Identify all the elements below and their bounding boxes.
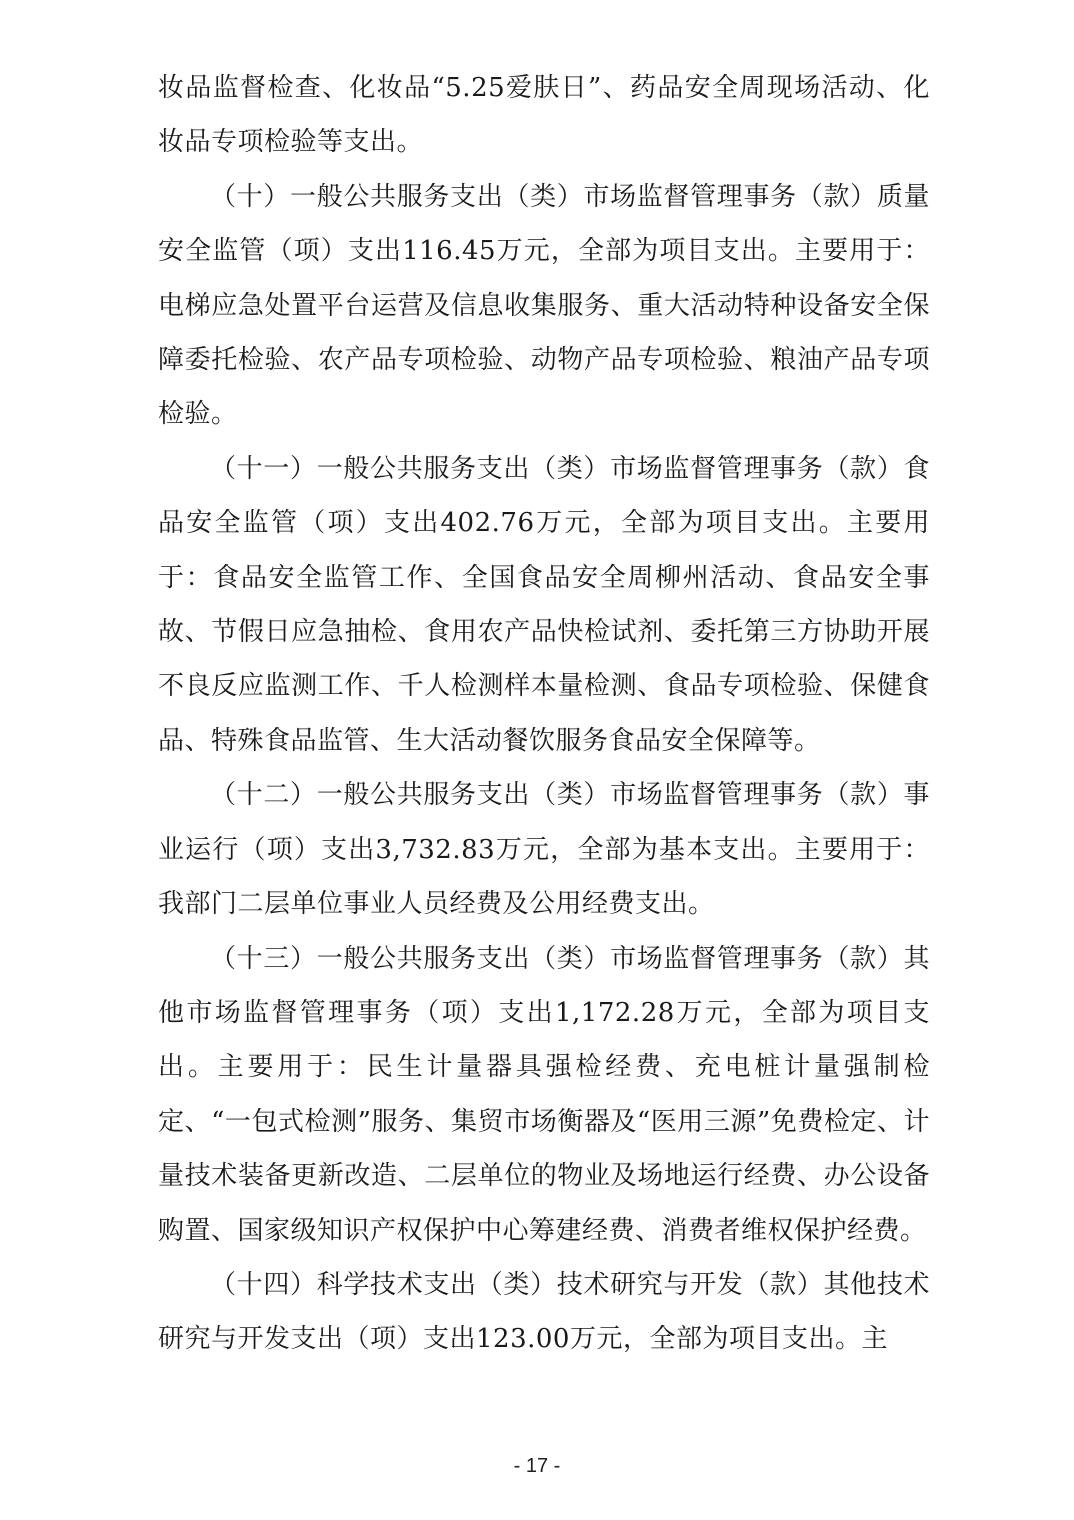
paragraph-item-11: （十一）一般公共服务支出（类）市场监督管理事务（款）食品安全监管（项）支出402.76万元，全部为项目支出。主要用于：食品安全监管工作、全国食品安全周柳州活动、食品安全事故、节假日应急抽检、食用农产品快检试剂、委托第三方协助开展不良反应监测工作、千人检测样本量检测、食品专项检验、保健食品、特殊食品监管、生大活动餐饮服务食品安全保障等。	[158, 453, 930, 756]
paragraph-item-10: （十）一般公共服务支出（类）市场监督管理事务（款）质量安全监管（项）支出116.45万元，全部为项目支出。主要用于：电梯应急处置平台运营及信息收集服务、重大活动特种设备安全保障委托检验、农产品专项检验、动物产品专项检验、粮油产品专项检验。	[158, 181, 930, 430]
page-number: - 17 -	[513, 1455, 561, 1477]
paragraph-continuation: 妆品监督检查、化妆品“5.25爱肤日”、药品安全周现场活动、化妆品专项检验等支出。	[158, 73, 930, 158]
paragraph-item-12: （十二）一般公共服务支出（类）市场监督管理事务（款）事业运行（项）支出3,732.83万元，全部为基本支出。主要用于：我部门二层单位事业人员经费及公用经费支出。	[158, 780, 930, 920]
paragraph-item-13: （十三）一般公共服务支出（类）市场监督管理事务（款）其他市场监督管理事务（项）支出1,172.28万元，全部为项目支出。主要用于：民生计量器具强检经费、充电桩计量强制检定、“一包式检测”服务、集贸市场衡器及“医用三源”免费检定、计量技术装备更新改造、二层单位的物业及场地运行经费、办公设备购置、国家级知识产权保护中心筹建经费、消费者维权保护经费。	[158, 943, 930, 1246]
paragraph-item-14: （十四）科学技术支出（类）技术研究与开发（款）其他技术研究与开发支出（项）支出123.00万元，全部为项目支出。主	[158, 1269, 930, 1355]
document-body	[158, 61, 930, 1367]
